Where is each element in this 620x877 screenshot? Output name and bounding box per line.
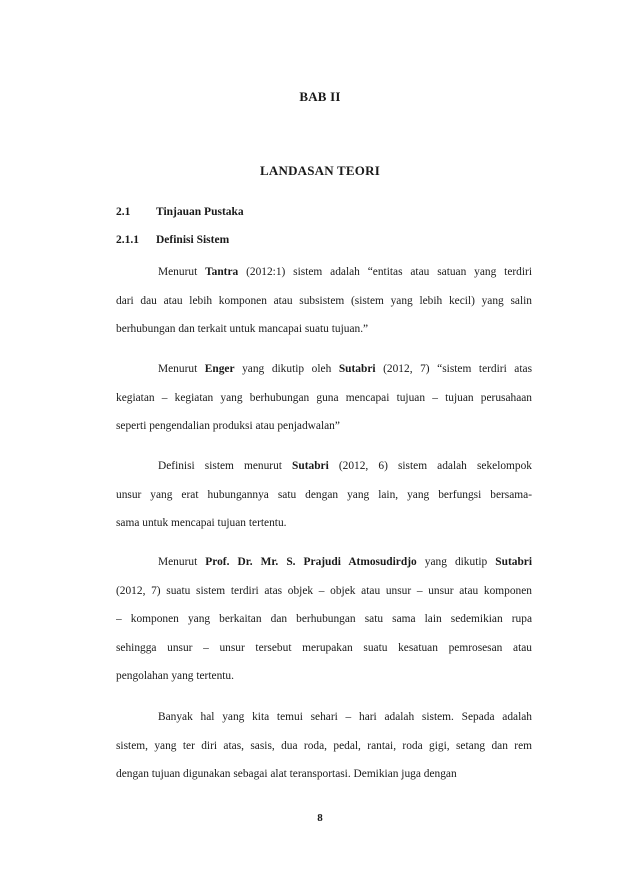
section-heading <box>116 206 244 218</box>
text-line: Menurut Tantra (2012:1) sistem adalah “entitas atau satuan yang terdiri <box>158 266 532 278</box>
bold-name: Sutabri <box>495 556 532 568</box>
subsection-heading <box>116 234 229 246</box>
section-title: Tinjauan Pustaka <box>156 206 244 218</box>
paragraph <box>116 548 532 691</box>
text-line: unsur yang erat hubungannya satu dengan yang lain, yang berfungsi bersama- <box>116 488 532 501</box>
text-line: dari dau atau lebih komponen atau subsistem (sistem yang lebih kecil) yang salin <box>116 294 532 307</box>
text-line: sehingga unsur – unsur tersebut merupakan suatu kesatuan pemrosesan atau <box>116 641 532 654</box>
text-line: seperti pengendalian produksi atau penjadwalan” <box>116 420 340 432</box>
text-line: Menurut Prof. Dr. Mr. S. Prajudi Atmosudirdjo yang dikutip Sutabri <box>158 556 532 568</box>
chapter-label: BAB II <box>299 89 341 104</box>
text-line: Definisi sistem menurut Sutabri (2012, 6) sistem adalah sekelompok <box>158 460 532 472</box>
text-line: sistem, yang ter diri atas, sasis, dua roda, pedal, rantai, roda gigi, setang dan rem <box>116 739 532 752</box>
bold-name: Enger <box>204 363 235 375</box>
paragraph <box>116 258 532 344</box>
page-number: 8 <box>317 812 323 824</box>
text-line: sama untuk mencapai tujuan tertentu. <box>116 517 287 529</box>
bold-name: Sutabri <box>292 460 329 472</box>
section-number: 2.1 <box>116 206 131 218</box>
bold-name: Tantra <box>205 266 239 278</box>
text-line: pengolahan yang tertentu. <box>116 670 234 682</box>
subsection-number: 2.1.1 <box>116 234 139 246</box>
paragraph <box>116 703 532 789</box>
paragraph <box>116 355 532 441</box>
bold-name: Prof. Dr. Mr. S. Prajudi Atmosudirdjo <box>205 556 417 568</box>
chapter-title: LANDASAN TEORI <box>260 163 380 178</box>
text-line: (2012, 7) suatu sistem terdiri atas objek – objek atau unsur – unsur atau komponen <box>116 584 532 597</box>
subsection-title: Definisi Sistem <box>156 234 230 246</box>
text-line: Banyak hal yang kita temui sehari – hari adalah sistem. Sepada adalah <box>158 711 532 723</box>
text-line: berhubungan dan terkait untuk mancapai suatu tujuan.” <box>116 323 369 335</box>
text-line: kegiatan – kegiatan yang berhubungan guna mencapai tujuan – tujuan perusahaan <box>116 391 532 404</box>
bold-name: Sutabri <box>338 363 376 375</box>
text-line: dengan tujuan digunakan sebagai alat teransportasi. Demikian juga dengan <box>116 768 457 780</box>
paragraph <box>116 452 532 538</box>
text-line: Menurut Enger yang dikutip oleh Sutabri (2012, 7) “sistem terdiri atas <box>158 363 532 375</box>
text-line: – komponen yang berkaitan dan berhubungan satu sama lain sedemikian rupa <box>116 613 532 625</box>
